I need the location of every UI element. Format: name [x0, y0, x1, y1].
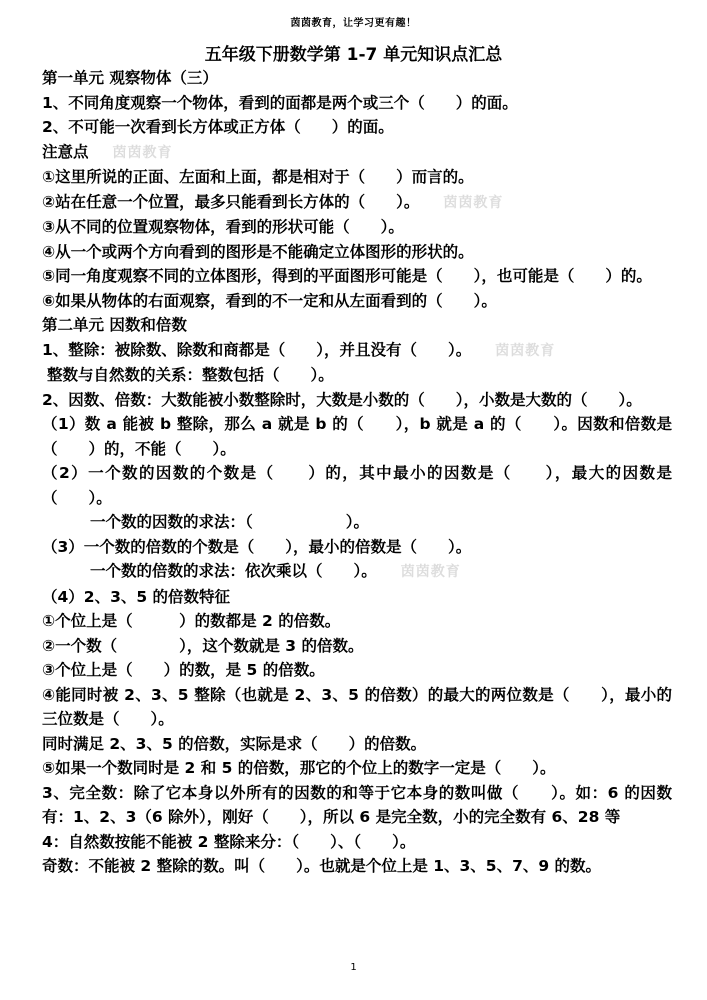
text-line: ①这里所说的正面、左面和上面，都是相对于（ ）而言的。 — [42, 168, 474, 186]
text-paragraph: （1）数 a 能被 b 整除，那么 a 就是 b 的（ ），b 就是 a 的（ ）。因数和倍数是（ ）的，不能（ ）。 — [42, 415, 672, 458]
text-line-with-watermark — [42, 338, 672, 364]
page-header: 茵茵教育，让学习更有趣！ — [290, 18, 417, 29]
text-line: 同时满足 2、3、5 的倍数，实际是求（ ）的倍数。 — [42, 734, 427, 753]
text-line: ④从一个或两个方向看到的图形是不能确定立体图形的形状的。 — [42, 242, 474, 261]
text-line: 4：自然数按能不能被 2 整除来分：（ ）、（ ）。 — [42, 832, 416, 851]
text-line-with-watermark — [42, 559, 672, 585]
text-paragraph: （2）一个数的因数的个数是（ ）的，其中最小的因数是（ ），最大的因数是（ ）。 — [42, 464, 672, 507]
text-paragraph: ④能同时被 2、3、5 整除（也就是 2、3、5 的倍数）的最大的两位数是（ ），最小的三位数是（ ）。 — [42, 685, 672, 728]
text-line: ③个位上是（ ）的数，是 5 的倍数。 — [42, 661, 325, 679]
text-paragraph: 奇数：不能被 2 整除的数。叫（ ）。也就是个位上是 1、3、5、7、9 的数。 — [42, 857, 602, 875]
text-line: 一个数的倍数的求法：依次乘以（ ）。 — [90, 562, 377, 580]
text-paragraph: ⑤同一角度观察不同的立体图形，得到的平面图形可能是（ ），也可能是（ ）的。 — [42, 267, 652, 285]
text-line: （3）一个数的倍数的个数是（ ），最小的倍数是（ ）。 — [42, 537, 472, 556]
text-line: 1、不同角度观察一个物体，看到的面都是两个或三个（ ）的面。 — [42, 93, 518, 112]
text-line-with-watermark — [42, 140, 672, 166]
section-heading-unit2: 第二单元 因数和倍数 — [42, 316, 187, 334]
watermark: 茵茵教育 — [495, 342, 556, 359]
text-line-with-watermark — [42, 190, 672, 216]
document-title: 五年级下册数学第 1-7 单元知识点汇总 — [204, 45, 503, 65]
watermark: 茵茵教育 — [112, 144, 173, 161]
text-line: 一个数的因数的求法：（ ）。 — [90, 513, 370, 531]
notes-heading: 注意点 — [42, 142, 89, 161]
page-number: 1 — [350, 962, 357, 973]
text-line: ②一个数（ ），这个数就是 3 的倍数。 — [42, 636, 364, 655]
text-line: 1、整除：被除数、除数和商都是（ ），并且没有（ ）。 — [42, 340, 472, 359]
text-line: （4）2、3、5 的倍数特征 — [42, 587, 231, 606]
text-line: ②站在任意一个位置，最多只能看到长方体的（ ）。 — [42, 192, 420, 211]
text-line: 整数与自然数的关系：整数包括（ ）。 — [47, 366, 334, 384]
text-paragraph: 2、因数、倍数：大数能被小数整除时，大数是小数的（ ），小数是大数的（ ）。 — [42, 390, 642, 409]
text-paragraph: 3、完全数：除了它本身以外所有的因数的和等于它本身的数叫做（ ）。如：6 的因数有：1、2、3（6 除外），刚好（ ），所以 6 是完全数，小的完全数有 6、28 等 — [42, 783, 672, 826]
watermark: 茵茵教育 — [443, 194, 504, 211]
text-line: ①个位上是（ ）的数都是 2 的倍数。 — [42, 612, 341, 630]
text-line: ⑥如果从物体的右面观察，看到的不一定和从左面看到的（ ）。 — [42, 291, 497, 310]
document-body — [42, 66, 672, 879]
watermark: 茵茵教育 — [400, 564, 461, 580]
text-line: 2、不可能一次看到长方体或正方体（ ）的面。 — [42, 118, 394, 136]
text-line: ⑤如果一个数同时是 2 和 5 的倍数，那它的个位上的数字一定是（ ）。 — [42, 759, 556, 777]
section-heading-unit1: 第一单元 观察物体（三） — [42, 69, 218, 87]
text-line: ③从不同的位置观察物体，看到的形状可能（ ）。 — [42, 218, 404, 236]
